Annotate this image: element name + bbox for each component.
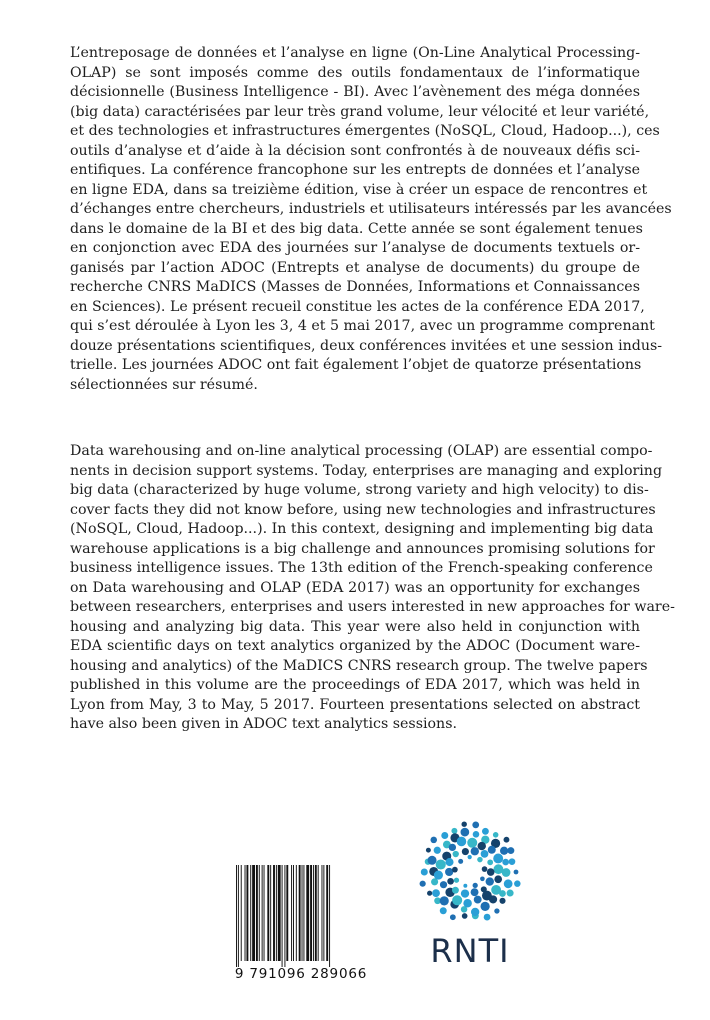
barcode-bar <box>245 865 246 961</box>
barcode-bar <box>299 865 301 961</box>
barcode-bar <box>282 865 283 967</box>
barcode-bar <box>296 865 297 961</box>
logo-dot <box>426 848 431 853</box>
logo-dot <box>440 896 449 905</box>
logo-dot <box>472 821 479 828</box>
logo-dot <box>514 880 520 886</box>
logo-dot <box>445 868 453 876</box>
logo-dot <box>494 875 502 883</box>
text-line: OLAP) se sont imposés comme des outils fondamentaux de l’informatique <box>70 64 640 81</box>
logo-dot <box>481 902 490 911</box>
text-line: décisionnelle (Business Intelligence - BI). Avec l’avènement des méga données <box>70 84 640 100</box>
logo-dot <box>494 864 504 874</box>
barcode-bar <box>286 865 288 961</box>
logo-dot <box>463 884 467 888</box>
logo-dot <box>484 914 491 921</box>
logo-dot <box>461 822 466 827</box>
text-line: qui s’est déroulée à Lyon les 3, 4 et 5 mai 2017, avec un programme comprenant <box>70 318 655 334</box>
french-abstract <box>70 44 672 395</box>
logo-dot <box>504 879 513 888</box>
logo-dot <box>458 859 463 864</box>
logo-dot <box>468 855 472 859</box>
logo-dot <box>461 828 470 837</box>
logo-dot <box>504 837 510 843</box>
logo-dot <box>420 881 426 887</box>
barcode-bar <box>318 865 319 961</box>
text-line: entifiques. La conférence francophone sur les entrepts de données et l’analyse <box>70 162 640 178</box>
barcode-bar <box>310 865 312 961</box>
barcode-bar <box>270 865 271 961</box>
text-line: douze présentations scientifiques, deux conférences invitées et une session indus- <box>70 337 663 354</box>
barcode-bars <box>230 865 372 967</box>
barcode-bar <box>273 865 275 961</box>
barcode-bar <box>259 865 260 961</box>
logo-dot <box>493 854 503 864</box>
logo-dot <box>462 913 468 919</box>
barcode-bar <box>322 865 323 961</box>
logo-dot <box>480 877 485 882</box>
logo-dot <box>482 828 489 835</box>
logo-dot <box>451 828 457 834</box>
text-line: trielle. Les journées ADOC ont fait également l’objet de quatorze présentations <box>70 357 642 373</box>
logo-dot <box>441 832 448 839</box>
barcode-bar <box>238 865 239 967</box>
rnti-logo <box>418 820 522 980</box>
logo-dot <box>434 847 441 854</box>
barcode-bar <box>323 865 324 961</box>
logo-dot <box>457 837 467 847</box>
logo-dot <box>452 867 458 873</box>
logo-dot <box>487 859 493 865</box>
logo-dot <box>428 856 437 865</box>
text-line: outils d’analyse et d’aide à la décision sont confrontés à de nouveaux défis sci- <box>70 142 640 159</box>
barcode-bar <box>278 865 281 961</box>
barcode-bar <box>293 865 294 961</box>
barcode-bar <box>241 865 242 961</box>
barcode-bar <box>276 865 277 961</box>
text-line: on Data warehousing and OLAP (EDA 2017) was an opportunity for exchanges <box>70 579 640 596</box>
logo-dot <box>452 887 459 894</box>
text-line: published in this volume are the proceedings of EDA 2017, which was held in <box>70 677 640 693</box>
logo-dot <box>514 870 519 875</box>
logo-dot <box>462 848 469 855</box>
logo-dot <box>467 838 477 848</box>
barcode-bar <box>236 865 237 967</box>
barcode-bar <box>252 865 255 961</box>
logo-dot <box>493 832 499 838</box>
logo-dot <box>507 890 514 897</box>
logo-dot <box>436 859 446 869</box>
logo-dot <box>430 837 437 844</box>
logo-dot <box>440 907 447 914</box>
logo-dot <box>432 889 440 897</box>
logo-dot <box>449 844 456 851</box>
logo-dot <box>491 885 501 895</box>
logo-dot <box>509 858 516 865</box>
logo-dot <box>453 851 459 857</box>
logo-dot <box>454 878 459 883</box>
logo-dot <box>486 877 494 885</box>
text-line: en conjonction avec EDA des journées sur l’analyse de documents textuels or- <box>70 240 640 256</box>
text-line: sélectionnées sur résumé. <box>70 376 258 393</box>
text-line: warehouse applications is a big challenge and announces promising solutions for <box>70 540 655 557</box>
barcode-digits: 9 791096 289066 <box>234 966 368 982</box>
logo-dot <box>471 908 479 916</box>
logo-dot <box>452 895 462 905</box>
barcode-bar <box>256 865 258 961</box>
text-line: en ligne EDA, dans sa treizième édition, vise à créer un espace de rencontres et <box>70 181 648 198</box>
barcode-bar <box>284 865 285 967</box>
text-line: nents in decision support systems. Today, enterprises are managing and exploring <box>70 462 663 479</box>
logo-dot <box>434 871 443 880</box>
text-line: dans le domaine de la BI et des big data. Cette année se sont également tenues <box>70 220 643 237</box>
logo-dot <box>507 847 514 854</box>
logo-dot <box>502 859 509 866</box>
text-line: L’entreposage de données et l’analyse en ligne (On-Line Analytical Processing- <box>70 45 640 61</box>
text-line: housing and analytics) of the MaDICS CNRS research group. The twelve papers <box>70 657 648 674</box>
text-line: Lyon from May, 3 to May, 5 2017. Fourteen presentations selected on abstract <box>70 696 640 713</box>
text-line: en Sciences). Le présent recueil constitue les actes de la conférence EDA 2017, <box>70 298 645 315</box>
barcode-bar <box>246 865 248 961</box>
barcode-bar <box>262 865 263 961</box>
text-line: business intelligence issues. The 13th edition of the French-speaking conference <box>70 560 653 576</box>
rnti-dot-ring-icon <box>418 820 522 924</box>
logo-dot <box>482 866 488 872</box>
text-line: (big data) caractérisées par leur très grand volume, leur vélocité et leur variété, <box>70 103 650 120</box>
logo-dot <box>440 881 447 888</box>
barcode-bar <box>313 865 314 961</box>
logo-dot <box>478 842 486 850</box>
text-line: have also been given in ADOC text analytics sessions. <box>70 716 457 732</box>
barcode-bar <box>267 865 269 961</box>
barcode-bar <box>291 865 292 961</box>
barcode-bar <box>326 865 328 961</box>
text-line: cover facts they did not know before, using new technologies and infrastructures <box>70 501 656 518</box>
barcode-bar <box>329 865 330 967</box>
logo-dot <box>473 831 480 838</box>
barcode-bar <box>264 865 265 961</box>
text-line: big data (characterized by huge volume, strong variety and high velocity) to dis- <box>70 482 649 498</box>
text-line: housing and analyzing big data. This year were also held in conjunction with <box>70 618 640 635</box>
barcode-bar <box>306 865 309 961</box>
logo-dot <box>481 850 489 858</box>
text-line: et des technologies et infrastructures émergentes (NoSQL, Cloud, Hadoop...), ces <box>70 123 660 139</box>
barcode-bar <box>302 865 303 961</box>
rnti-logo-text: RNTI <box>430 932 510 970</box>
logo-dot <box>421 868 428 875</box>
logo-dot <box>471 888 479 896</box>
logo-dot <box>463 899 472 908</box>
logo-dot <box>500 847 508 855</box>
text-line: EDA scientific days on text analytics organized by the ADOC (Document ware- <box>70 638 640 654</box>
english-abstract <box>70 442 675 735</box>
logo-dot <box>487 868 495 876</box>
text-line: (NoSQL, Cloud, Hadoop...). In this context, designing and implementing big data <box>70 521 654 537</box>
barcode-bar <box>315 865 317 961</box>
logo-dot <box>427 891 432 896</box>
logo-dot <box>445 858 453 866</box>
logo-dot <box>450 914 456 920</box>
logo-dot <box>494 908 499 913</box>
text-line: ganisés par l’action ADOC (Entrepts et analyse de documents) du groupe de <box>70 259 640 276</box>
text-line: Data warehousing and on-line analytical processing (OLAP) are essential compo- <box>70 443 653 459</box>
text-line: between researchers, enterprises and users interested in new approaches for ware- <box>70 599 675 615</box>
logo-dot <box>477 857 482 862</box>
barcode-bar <box>250 865 251 961</box>
logo-dot <box>499 898 505 904</box>
isbn-barcode <box>230 865 372 983</box>
text-line: d’échanges entre chercheurs, industriels et utilisateurs intéressés par les avancées <box>70 201 672 217</box>
logo-dot <box>488 846 496 854</box>
barcode-bar <box>303 865 304 961</box>
logo-dot <box>447 878 454 885</box>
logo-dot <box>474 896 482 904</box>
logo-dot <box>461 889 469 897</box>
text-line: recherche CNRS MaDICS (Masses de Données, Informations et Connaissances <box>70 279 640 295</box>
logo-dot <box>471 847 479 855</box>
logo-dot <box>473 883 478 888</box>
logo-dot <box>481 886 487 892</box>
